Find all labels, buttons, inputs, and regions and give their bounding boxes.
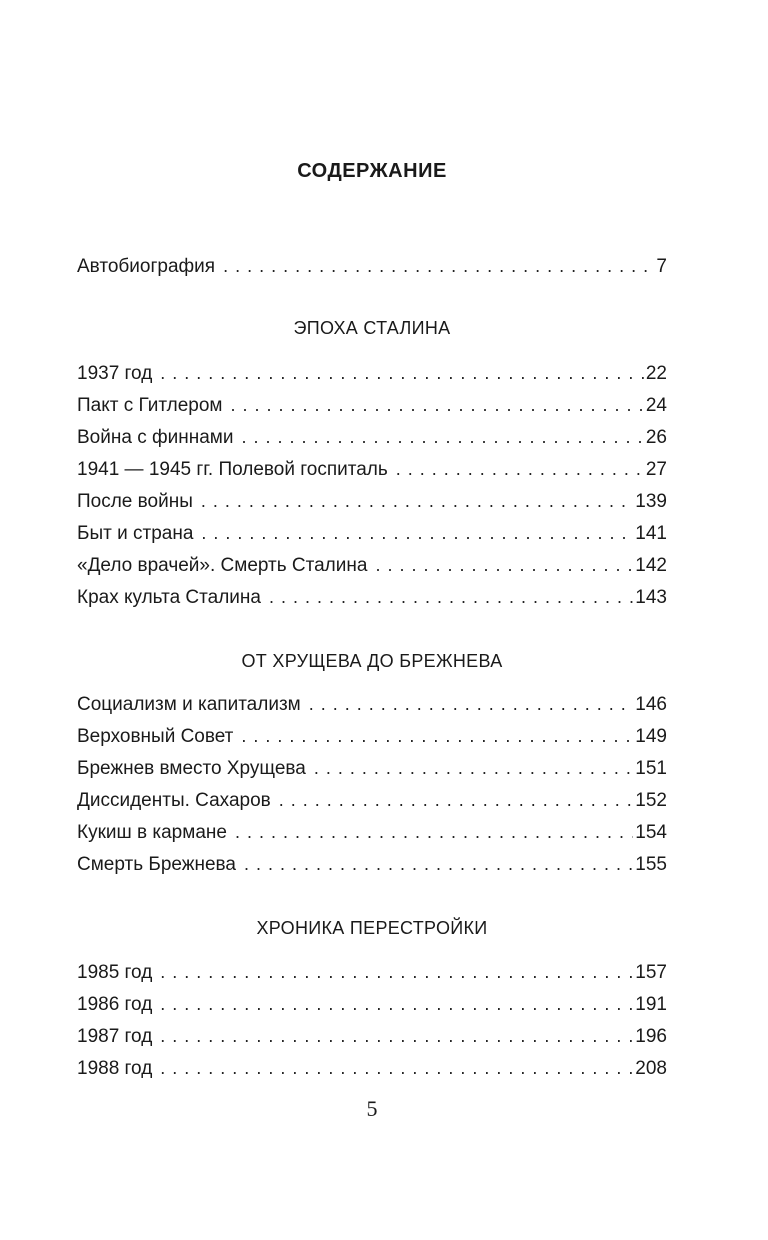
- toc-entry-page: 151: [635, 758, 667, 779]
- toc-dot-leader: [160, 1052, 633, 1084]
- toc-entry[interactable]: [77, 549, 667, 581]
- toc-dot-leader: [230, 389, 643, 421]
- toc-entry-label: Социализм и капитализм: [77, 694, 301, 715]
- toc-entry-page: 149: [635, 726, 667, 747]
- toc-dot-leader: [244, 848, 633, 880]
- toc-entry[interactable]: [77, 581, 667, 613]
- toc-dot-leader: [314, 752, 633, 784]
- toc-entry[interactable]: [77, 389, 667, 421]
- toc-entry[interactable]: [77, 517, 667, 549]
- toc-entry-label: 1986 год: [77, 994, 153, 1015]
- toc-dot-leader: [201, 517, 633, 549]
- toc-entry[interactable]: [77, 357, 667, 389]
- toc-entry-label: Быт и страна: [77, 523, 194, 544]
- toc-entry-label: Верховный Совет: [77, 726, 234, 747]
- toc-entry-page: 7: [656, 256, 667, 277]
- toc-entry-label: Кукиш в кармане: [77, 822, 227, 843]
- toc-entry-label: Смерть Брежнева: [77, 854, 236, 875]
- toc-entry-label: Крах культа Сталина: [77, 587, 261, 608]
- toc-entry-page: 155: [635, 854, 667, 875]
- toc-dot-leader: [279, 784, 634, 816]
- toc-dot-leader: [223, 250, 654, 282]
- toc-intro: [77, 250, 667, 282]
- toc-entry-page: 27: [645, 459, 667, 480]
- section-title: ХРОНИКА ПЕРЕСТРОЙКИ: [256, 918, 488, 938]
- toc-entry[interactable]: [77, 956, 667, 988]
- toc-entry-label: 1987 год: [77, 1026, 153, 1047]
- toc-dot-leader: [396, 453, 644, 485]
- toc-section-stalin: [77, 357, 667, 613]
- toc-entry-page: 24: [645, 395, 667, 416]
- toc-entry-page: 22: [645, 363, 667, 384]
- toc-entry[interactable]: [77, 1052, 667, 1084]
- toc-entry-label: Автобиография: [77, 256, 216, 277]
- toc-entry[interactable]: [77, 1020, 667, 1052]
- toc-entry-page: 26: [645, 427, 667, 448]
- toc-entry-page: 141: [635, 523, 667, 544]
- toc-entry-page: 154: [635, 822, 667, 843]
- toc-dot-leader: [160, 357, 644, 389]
- toc-entry[interactable]: [77, 421, 667, 453]
- toc-entry-label: Брежнев вместо Хрущева: [77, 758, 306, 779]
- toc-entry-page: 157: [635, 962, 667, 983]
- toc-entry-page: 208: [635, 1058, 667, 1079]
- toc-dot-leader: [235, 816, 633, 848]
- toc-dot-leader: [160, 988, 633, 1020]
- toc-entry-page: 146: [635, 694, 667, 715]
- toc-entry-label: Война с финнами: [77, 427, 234, 448]
- toc-entry-page: 143: [635, 587, 667, 608]
- toc-dot-leader: [241, 421, 643, 453]
- toc-entry-label: После войны: [77, 491, 193, 512]
- toc-dot-leader: [375, 549, 633, 581]
- section-title: ОТ ХРУЩЕВА ДО БРЕЖНЕВА: [241, 651, 503, 671]
- toc-entry[interactable]: [77, 485, 667, 517]
- toc-dot-leader: [241, 720, 633, 752]
- toc-entry[interactable]: [77, 848, 667, 880]
- toc-entry[interactable]: [77, 250, 667, 282]
- toc-entry-page: 152: [635, 790, 667, 811]
- page-title: СОДЕРЖАНИЕ: [297, 160, 447, 182]
- toc-entry[interactable]: [77, 688, 667, 720]
- toc-entry[interactable]: [77, 988, 667, 1020]
- toc-dot-leader: [309, 688, 634, 720]
- toc-dot-leader: [160, 956, 633, 988]
- toc-entry-page: 191: [635, 994, 667, 1015]
- toc-entry-label: 1985 год: [77, 962, 153, 983]
- toc-dot-leader: [160, 1020, 633, 1052]
- toc-entry[interactable]: [77, 720, 667, 752]
- toc-entry[interactable]: [77, 752, 667, 784]
- toc-section-khrushchev-brezhnev: [77, 688, 667, 880]
- toc-entry-page: 139: [635, 491, 667, 512]
- toc-entry-page: 142: [635, 555, 667, 576]
- section-title: ЭПОХА СТАЛИНА: [293, 318, 451, 338]
- toc-entry-label: 1937 год: [77, 363, 153, 384]
- toc-entry[interactable]: [77, 784, 667, 816]
- toc-section-perestroika: [77, 956, 667, 1084]
- toc-entry[interactable]: [77, 816, 667, 848]
- page-number: 5: [366, 1096, 378, 1121]
- toc-entry-label: 1988 год: [77, 1058, 153, 1079]
- toc-dot-leader: [201, 485, 633, 517]
- toc-entry-label: 1941 — 1945 гг. Полевой госпиталь: [77, 459, 388, 480]
- toc-entry-label: Пакт с Гитлером: [77, 395, 223, 416]
- toc-dot-leader: [269, 581, 633, 613]
- toc-entry-label: Диссиденты. Сахаров: [77, 790, 271, 811]
- toc-entry-label: «Дело врачей». Смерть Сталина: [77, 555, 368, 576]
- toc-entry[interactable]: [77, 453, 667, 485]
- toc-entry-page: 196: [635, 1026, 667, 1047]
